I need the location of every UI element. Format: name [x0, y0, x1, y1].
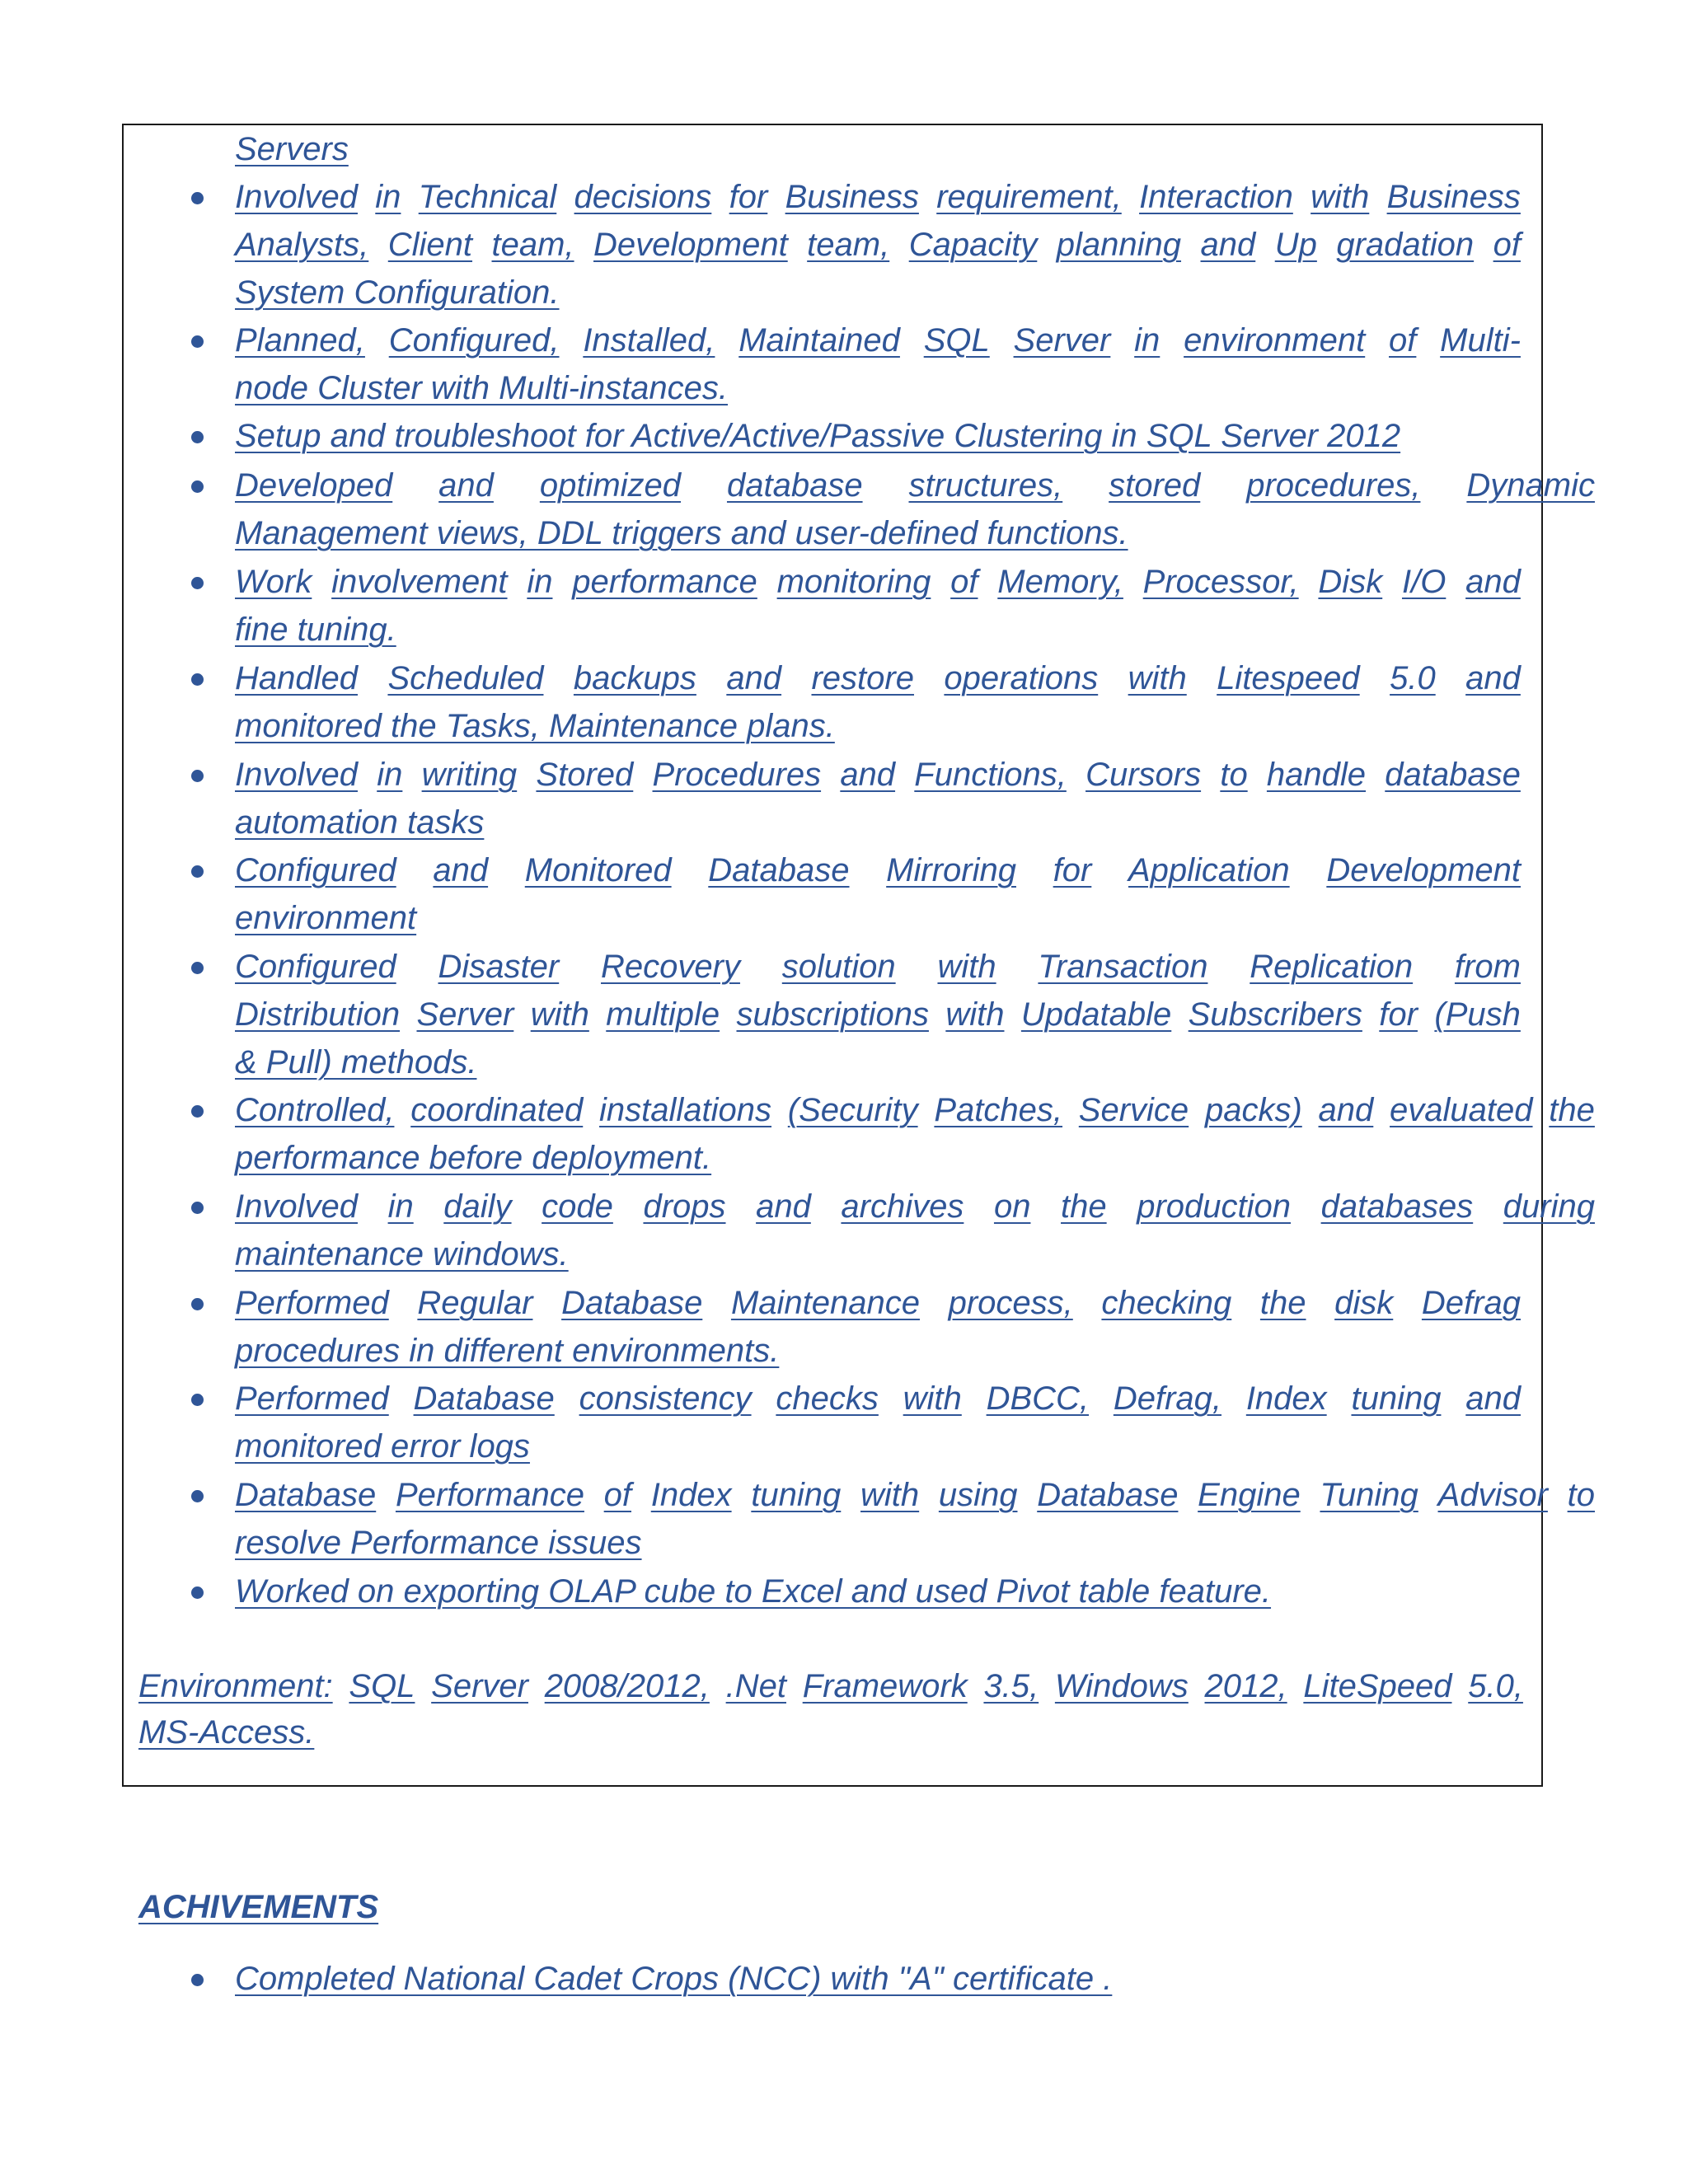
word: Configured, — [388, 322, 560, 359]
word: Configured — [235, 949, 396, 985]
word: packs) — [1204, 1092, 1302, 1128]
word: performance — [572, 564, 757, 600]
word: Processor, — [1142, 564, 1299, 600]
word: decisions — [574, 179, 712, 215]
word: process, — [948, 1285, 1073, 1321]
word: on — [993, 1188, 1031, 1225]
experience-line[interactable]: monitored error logs — [235, 1428, 530, 1465]
word: to — [1567, 1477, 1595, 1513]
bullet-icon — [191, 577, 204, 589]
word: solution — [781, 949, 896, 985]
word: planning — [1056, 227, 1182, 263]
word: Subscribers — [1188, 996, 1362, 1033]
word: multiple — [606, 996, 720, 1033]
experience-line[interactable] — [235, 1279, 1521, 1327]
word: Scheduled — [387, 660, 544, 696]
word: Server — [1013, 322, 1111, 359]
word: Replication — [1250, 949, 1414, 985]
word: to — [1220, 757, 1248, 793]
word: Disaster — [438, 949, 560, 985]
word: Server — [431, 1668, 528, 1704]
word: Database — [235, 1477, 377, 1513]
word: and — [1465, 564, 1521, 600]
word: checking — [1101, 1285, 1232, 1321]
word: of — [603, 1477, 632, 1513]
word: Defrag, — [1113, 1380, 1222, 1417]
word: Updatable — [1020, 996, 1172, 1033]
word: Technical — [418, 179, 557, 215]
word: checks — [776, 1380, 879, 1417]
experience-line[interactable]: Setup and troubleshoot for Active/Active/Passive Clustering in SQL Server 2012 — [235, 418, 1401, 454]
word: Business — [785, 179, 919, 215]
word: in — [1134, 322, 1160, 359]
word: with — [937, 949, 996, 985]
word: Distribution — [235, 996, 401, 1033]
bullet-icon — [191, 431, 204, 443]
word: I/O — [1401, 564, 1447, 600]
word: with — [945, 996, 1005, 1033]
word: Memory, — [997, 564, 1123, 600]
experience-line[interactable] — [235, 558, 1521, 606]
word: database — [1385, 757, 1521, 793]
word: production — [1137, 1188, 1292, 1225]
word: Monitored — [524, 852, 672, 888]
experience-line[interactable]: resolve Performance issues — [235, 1525, 642, 1561]
word: the — [1549, 1092, 1595, 1128]
achievements-heading[interactable]: ACHIVEMENTS — [138, 1889, 379, 1925]
word: handle — [1266, 757, 1367, 793]
word: using — [938, 1477, 1018, 1513]
word: Dynamic — [1466, 467, 1595, 504]
word: restore — [811, 660, 914, 696]
word: and — [433, 852, 489, 888]
word: Database — [1037, 1477, 1179, 1513]
word: Involved — [235, 1188, 358, 1225]
word: Transaction — [1038, 949, 1208, 985]
word: Database — [413, 1380, 555, 1417]
experience-line[interactable]: System Configuration. — [235, 274, 560, 311]
bullet-icon — [191, 1394, 204, 1406]
experience-line[interactable]: Management views, DDL triggers and user-defined functions. — [235, 515, 1128, 551]
word: Index — [1245, 1380, 1327, 1417]
experience-line[interactable] — [235, 943, 1521, 991]
word: Business — [1386, 179, 1521, 215]
experience-line[interactable] — [235, 846, 1521, 894]
word: archives — [841, 1188, 964, 1225]
word: Mirroring — [886, 852, 1016, 888]
word: Performance — [395, 1477, 584, 1513]
word: SQL — [923, 322, 990, 359]
bullet-icon — [191, 1202, 204, 1214]
word: Analysts, — [235, 227, 369, 263]
word: Advisor — [1437, 1477, 1548, 1513]
word: environment — [1184, 322, 1366, 359]
word: Engine — [1198, 1477, 1301, 1513]
word: Database — [561, 1285, 703, 1321]
word: installations — [599, 1092, 772, 1128]
word: for — [1053, 852, 1092, 888]
word: the — [1259, 1285, 1306, 1321]
word: Cursors — [1085, 757, 1202, 793]
word: for — [729, 179, 768, 215]
word: involvement — [331, 564, 508, 600]
word: requirement, — [936, 179, 1122, 215]
word: subscriptions — [736, 996, 929, 1033]
word: and — [726, 660, 782, 696]
bullet-icon — [191, 865, 204, 878]
word: from — [1454, 949, 1521, 985]
word: consistency — [579, 1380, 752, 1417]
experience-line[interactable]: & Pull) methods. — [235, 1044, 477, 1080]
experience-line[interactable] — [235, 173, 1521, 221]
word: Framework — [802, 1668, 968, 1704]
word: with — [903, 1380, 962, 1417]
word: Installed, — [583, 322, 715, 359]
word: and — [1465, 1380, 1521, 1417]
word: in — [387, 1188, 414, 1225]
word: team, — [807, 227, 890, 263]
word: Database — [708, 852, 850, 888]
word: daily — [443, 1188, 512, 1225]
word: Interaction — [1139, 179, 1293, 215]
bullet-icon — [191, 192, 204, 204]
word: structures, — [908, 467, 1063, 504]
word: .Net — [725, 1668, 786, 1704]
experience-line[interactable] — [235, 462, 1595, 509]
bullet-icon — [191, 673, 204, 686]
experience-line[interactable]: Servers — [235, 131, 349, 167]
word: Client — [387, 227, 473, 263]
word: Performed — [235, 1285, 389, 1321]
experience-line[interactable] — [235, 1183, 1595, 1230]
experience-line[interactable] — [235, 751, 1521, 799]
experience-line[interactable] — [235, 991, 1521, 1038]
experience-line[interactable]: procedures in different environments. — [235, 1333, 780, 1369]
word: writing — [421, 757, 518, 793]
word: Index — [650, 1477, 732, 1513]
bullet-icon — [191, 962, 204, 974]
word: stored — [1109, 467, 1201, 504]
word: Configured — [235, 852, 396, 888]
word: Environment: — [138, 1668, 333, 1704]
word: drops — [643, 1188, 726, 1225]
word: Work — [235, 564, 312, 600]
word: procedures, — [1246, 467, 1421, 504]
experience-line[interactable] — [235, 1375, 1521, 1422]
bullet-icon — [191, 1298, 204, 1310]
word: database — [726, 467, 863, 504]
word: tuning — [1351, 1380, 1442, 1417]
word: Application — [1128, 852, 1290, 888]
word: Stored — [536, 757, 634, 793]
experience-line[interactable] — [235, 221, 1521, 269]
bullet-icon — [191, 1490, 204, 1502]
word: Capacity — [908, 227, 1038, 263]
word: during — [1503, 1188, 1595, 1225]
bullet-icon — [191, 1974, 204, 1986]
word: Controlled, — [235, 1092, 395, 1128]
word: in — [527, 564, 553, 600]
word: monitoring — [776, 564, 931, 600]
word: and — [756, 1188, 811, 1225]
word: 5.0 — [1390, 660, 1436, 696]
word: (Push — [1434, 996, 1521, 1033]
word: LiteSpeed — [1303, 1668, 1452, 1704]
word: of — [1493, 227, 1521, 263]
word: Server — [416, 996, 514, 1033]
word: backups — [573, 660, 696, 696]
word: code — [542, 1188, 613, 1225]
word: Windows — [1054, 1668, 1189, 1704]
word: with — [530, 996, 589, 1033]
word: of — [1389, 322, 1417, 359]
word: Involved — [235, 179, 358, 215]
experience-line[interactable]: node Cluster with Multi-instances. — [235, 370, 729, 406]
word: and — [1465, 660, 1521, 696]
word: in — [377, 757, 403, 793]
word: SQL — [349, 1668, 415, 1704]
word: 2008/2012, — [544, 1668, 710, 1704]
word: gradation — [1336, 227, 1475, 263]
word: of — [950, 564, 978, 600]
word: and — [840, 757, 896, 793]
word: Procedures — [652, 757, 822, 793]
experience-line[interactable]: monitored the Tasks, Maintenance plans. — [235, 708, 835, 744]
word: Development — [593, 227, 788, 263]
experience-line[interactable] — [235, 1086, 1595, 1134]
achievement-item[interactable]: Completed National Cadet Crops (NCC) with "A" certificate . — [235, 1961, 1113, 1997]
word: Up — [1274, 227, 1317, 263]
word: in — [375, 179, 401, 215]
word: databases — [1320, 1188, 1474, 1225]
experience-line[interactable]: performance before deployment. — [235, 1140, 712, 1176]
word: Multi- — [1440, 322, 1521, 359]
word: Litespeed — [1217, 660, 1360, 696]
experience-line[interactable]: Worked on exporting OLAP cube to Excel and used Pivot table feature. — [235, 1573, 1272, 1610]
word: Maintained — [738, 322, 900, 359]
word: operations — [944, 660, 1099, 696]
word: 2012, — [1204, 1668, 1287, 1704]
word: Defrag — [1421, 1285, 1521, 1321]
bullet-icon — [191, 1586, 204, 1599]
environment-line[interactable] — [138, 1662, 1523, 1710]
bullet-icon — [191, 480, 204, 493]
bullet-icon — [191, 1105, 204, 1118]
word: Maintenance — [730, 1285, 920, 1321]
word: Handled — [235, 660, 359, 696]
word: Functions, — [914, 757, 1067, 793]
word: evaluated — [1390, 1092, 1533, 1128]
experience-line[interactable] — [235, 1471, 1595, 1519]
experience-line[interactable]: maintenance windows. — [235, 1236, 569, 1272]
word: Service — [1078, 1092, 1189, 1128]
experience-line[interactable]: fine tuning. — [235, 612, 396, 648]
word: Regular — [417, 1285, 533, 1321]
word: Recovery — [601, 949, 740, 985]
bullet-icon — [191, 770, 204, 782]
word: and — [1318, 1092, 1374, 1128]
word: and — [1200, 227, 1256, 263]
experience-line[interactable]: environment — [235, 900, 417, 936]
word: tuning — [751, 1477, 842, 1513]
word: team, — [491, 227, 574, 263]
word: for — [1379, 996, 1418, 1033]
environment-line[interactable]: MS-Access. — [138, 1714, 315, 1750]
experience-line[interactable]: automation tasks — [235, 804, 485, 841]
word: Developed — [235, 467, 393, 504]
word: Involved — [235, 757, 358, 793]
word: with — [1128, 660, 1187, 696]
word: disk — [1334, 1285, 1394, 1321]
word: Disk — [1318, 564, 1383, 600]
word: 3.5, — [983, 1668, 1039, 1704]
experience-line[interactable] — [235, 654, 1521, 702]
word: Performed — [235, 1380, 389, 1417]
word: the — [1061, 1188, 1107, 1225]
bullet-icon — [191, 335, 204, 348]
word: optimized — [539, 467, 682, 504]
word: (Security — [787, 1092, 918, 1128]
word: coordinated — [410, 1092, 584, 1128]
word: Patches, — [934, 1092, 1063, 1128]
word: Development — [1326, 852, 1521, 888]
word: and — [438, 467, 494, 504]
word: DBCC, — [986, 1380, 1090, 1417]
word: with — [860, 1477, 920, 1513]
word: Planned, — [235, 322, 365, 359]
word: Tuning — [1320, 1477, 1418, 1513]
experience-line[interactable] — [235, 316, 1521, 364]
word: with — [1311, 179, 1370, 215]
word: 5.0, — [1468, 1668, 1523, 1704]
